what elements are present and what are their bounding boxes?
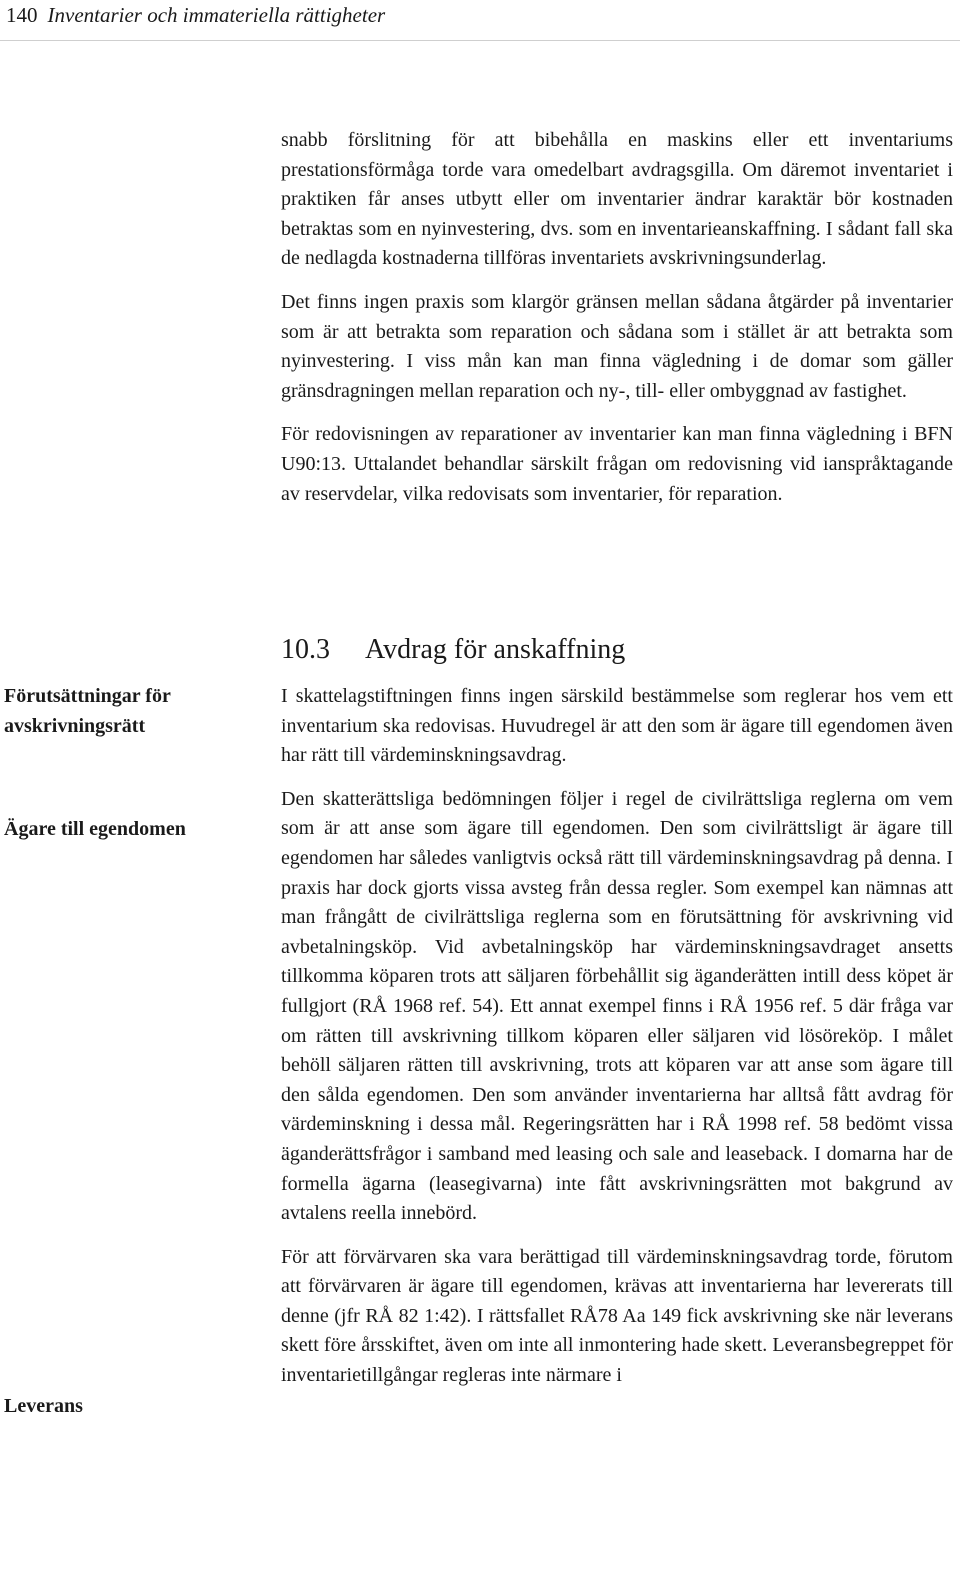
paragraph: Det finns ingen praxis som klargör gränsen mellan sådana åtgärder på inventarier som är att betrakta som reparation och sådana som i stället är att betrakta som nyinvestering. I viss mån kan man finna vägledning i de domar som gäller gränsdragningen mellan reparation och ny-, till- eller ombyggnad av fastighet. [281,290,953,402]
paragraph: För redovisningen av reparationer av inventarier kan man finna vägledning i BFN U90:13. Uttalandet behandlar särskilt frågan om redovisning vid ianspråktagande av reservdelar, vilka redovisats som inventarier, för reparation. [281,423,953,505]
margin-note-forutsattningar: Förutsättningar för avskrivningsrätt [4,685,171,737]
section-heading [281,630,625,670]
page-header [6,0,385,30]
running-title: Inventarier och immateriella rättigheter [47,3,386,27]
section-body [281,682,953,1391]
paragraph: snabb förslitning för att bibehålla en maskins eller ett inventariums prestationsförmåga torde vara omedelbart avdragsgilla. Om däremot inventariet i praktiken får anses utbytt eller om inventarier ändrar karaktär bör kostnaden betraktas som en nyinvestering, dvs. som en inventarieanskaffning. I sådant fall ska de nedlagda kostnaderna tillföras inventariets avskrivningsunderlag. [281,129,953,270]
page-number: 140 [6,3,38,27]
section-number: 10.3 [281,634,330,665]
margin-note-agare: Ägare till egendomen [4,818,186,840]
section-title: Avdrag för anskaffning [365,634,626,665]
header-rule [0,40,960,41]
paragraph: Den skatterättsliga bedömningen följer i regel de civilrättsliga reglerna om vem som är att anse som ägare till egendomen. Den som civilrättsligt är ägare till egendomen har således vanligtvis också rätt till värdeminskningsavdrag på denna. I praxis har dock gjorts vissa avsteg från dessa regler. Som exempel kan nämnas att man frångått de civilrättsliga reglerna som en förutsättning för avskrivning vid avbetalningsköp. Vid avbetalningsköp har värdeminskningsavdraget ansetts tillkomma köparen trots att säljaren förbehållit sig äganderätten intill dess köpet är fullgjort (RÅ 1968 ref. 54). Ett annat exempel finns i RÅ 1956 ref. 5 där fråga var om rätten till avskrivning tillkom köparen eller säljaren vid lösöreköp. I målet behöll säljaren rätten till avskrivning, trots att köparen var att anse som ägare till den sålda egendomen. Den som använder inventarierna har alltså fått avdrag för värdeminskning i dessa mål. Regeringsrätten har i RÅ 1998 ref. 58 bedömt vissa äganderättsfrågor i samband med leasing och sale and leaseback. I domarna har de formella ägarna (leasegivarna) inte fått avskrivningsrätten mot bakgrund av avtalens reella innebörd. [281,787,953,1225]
intro-text [281,126,953,509]
margin-note-leverans: Leverans [4,1395,83,1417]
paragraph: I skattelagstiftningen finns ingen särskild bestämmelse som reglerar hos vem ett inventarium ska redovisas. Huvudregel är att den som är ägare till egendomen även har rätt till värdeminskningsavdrag. [281,685,953,767]
paragraph: För att förvärvaren ska vara berättigad till värdeminskningsavdrag torde, förutom att förvärvaren är ägare till egendomen, krävas att inventarierna har levererats till denne (jfr RÅ 82 1:42). I rättsfallet RÅ78 Aa 149 fick avskrivning ske när leverans skett före årsskiftet, även om inte all inmontering hade skett. Leveransbegreppet för inventarietillgångar regleras inte närmare i [281,1245,953,1387]
